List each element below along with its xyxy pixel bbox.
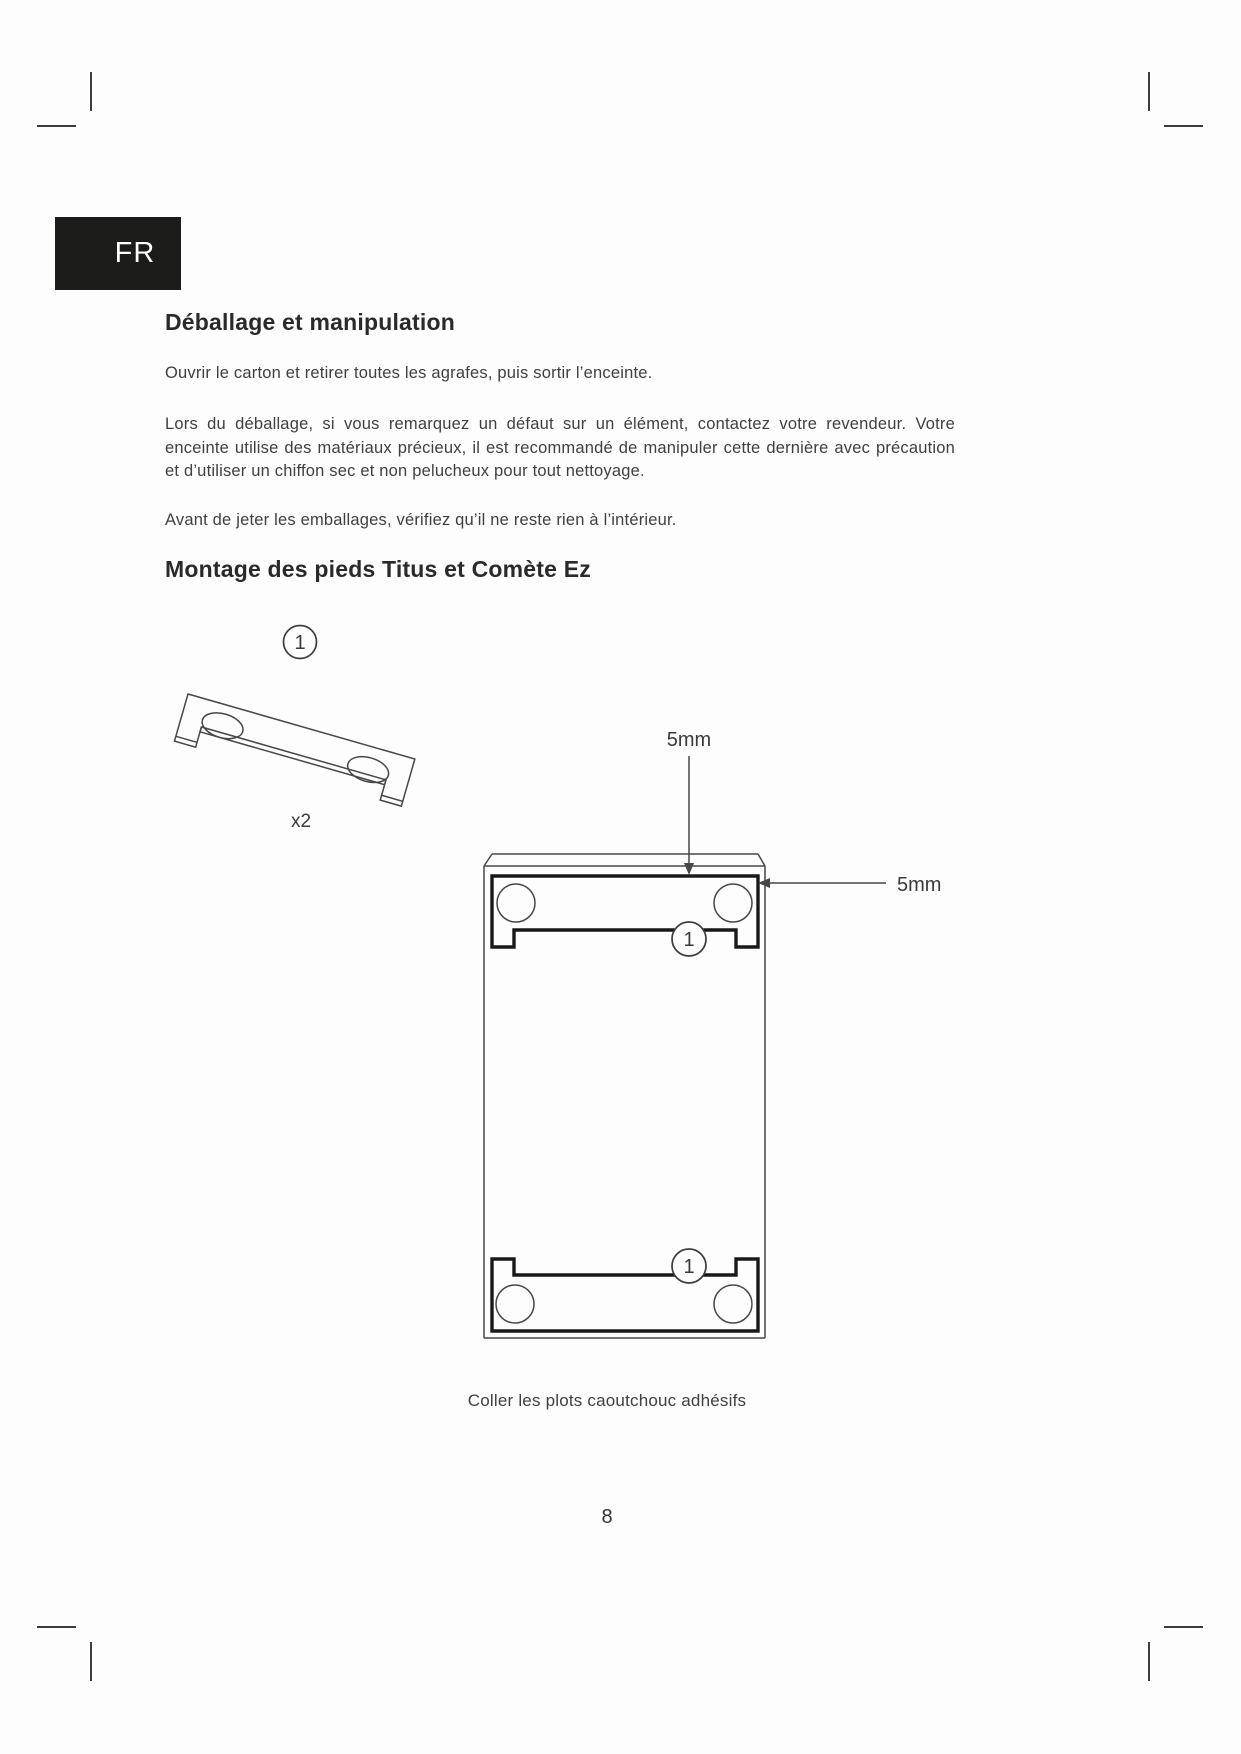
foot-plate-outline xyxy=(176,694,415,801)
foot-plate-top-position xyxy=(492,876,758,947)
paragraph-handling: Lors du déballage, si vous remarquez un défaut sur un élément, contactez votre revendeur. Votre enceinte utilise des matériaux précieux, il est recommandé de manipuler cette dernière avec précaution et d’utiliser un chiffon sec et non pelucheux pour tout nettoyage. xyxy=(165,415,955,480)
language-badge-label: FR xyxy=(114,237,156,269)
page-number: 8 xyxy=(601,1506,613,1528)
diagram-caption: Coller les plots caoutchouc adhésifs xyxy=(467,1391,747,1410)
rubber-pad-top-right xyxy=(714,884,752,922)
foot-bottom-callout-label: 1 xyxy=(683,1256,695,1278)
cabinet-outline xyxy=(484,854,765,1338)
cabinet-body xyxy=(484,854,765,1338)
dim-arrow-top xyxy=(684,863,694,875)
foot-top-callout-label: 1 xyxy=(683,929,695,951)
rubber-pad-top-left xyxy=(497,884,535,922)
paragraph-open-carton: Ouvrir le carton et retirer toutes les agrafes, puis sortir l’enceinte. xyxy=(165,364,653,382)
foot-plate-part-drawing xyxy=(174,694,414,806)
foot-plate-thickness-edges xyxy=(174,721,407,806)
dim-label-side: 5mm xyxy=(897,874,942,896)
rubber-pad-bottom-left xyxy=(496,1285,534,1323)
part-quantity-label: x2 xyxy=(290,811,312,832)
dim-label-top: 5mm xyxy=(666,729,712,751)
rubber-pad-bottom-right xyxy=(714,1285,752,1323)
dim-arrow-side xyxy=(758,878,770,888)
part-callout-label: 1 xyxy=(294,632,306,654)
section-title-feet-assembly: Montage des pieds Titus et Comète Ez xyxy=(165,556,591,582)
section-title-unpacking: Déballage et manipulation xyxy=(165,309,455,335)
paragraph-check-packaging: Avant de jeter les emballages, vérifiez qu’il ne reste rien à l’intérieur. xyxy=(165,511,677,529)
